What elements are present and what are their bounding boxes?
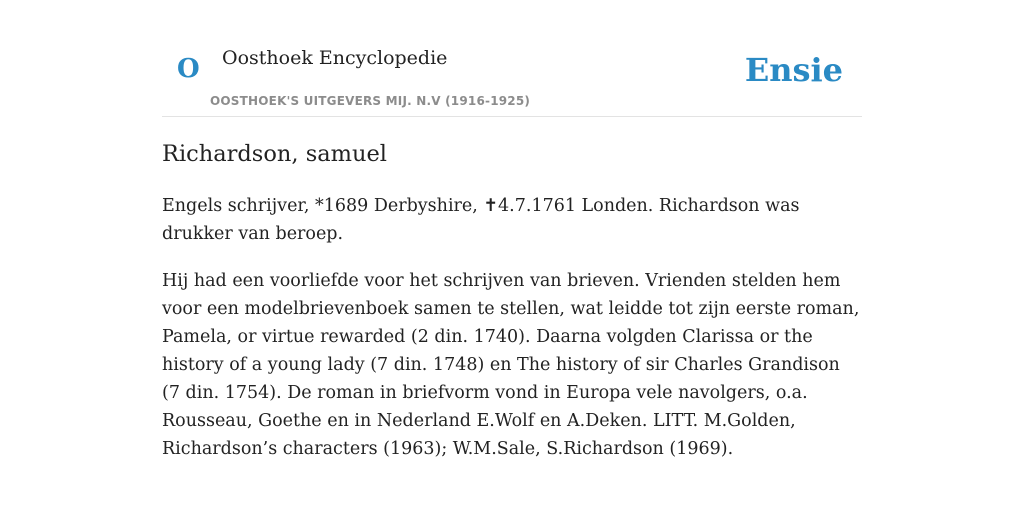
site-title-link[interactable]: Oosthoek Encyclopedie [222, 47, 448, 69]
site-header [162, 0, 862, 117]
site-logo[interactable]: O [177, 54, 200, 84]
entry-title: Richardson, samuel [162, 141, 387, 167]
entry-paragraph: Engels schrijver, *1689 Derbyshire, ✝4.7.1761 Londen. Richardson was drukker van beroep. [162, 196, 800, 244]
publisher-label: OOSTHOEK'S UITGEVERS MIJ. N.V (1916-1925) [210, 94, 531, 108]
entry-body [162, 192, 862, 482]
ensie-brand-link[interactable]: Ensie [744, 51, 843, 89]
entry-paragraph: Hij had een voorliefde voor het schrijven van brieven. Vrienden stelden hem voor een modelbrievenboek samen te stellen, wat leidde tot zijn eerste roman, Pamela, or virtue rewarded (2 din. 1740). Daarna volgden Clarissa or the history of a young lady (7 din. 1748) en The history of sir Charles Grandison (7 din. 1754). De roman in briefvorm vond in Europa vele navolgers, o.a. Rousseau, Goethe en in Nederland E.Wolf en A.Deken. LITT. M.Golden, Richardson’s characters (1963); W.M.Sale, S.Richardson (1969). [162, 271, 860, 459]
